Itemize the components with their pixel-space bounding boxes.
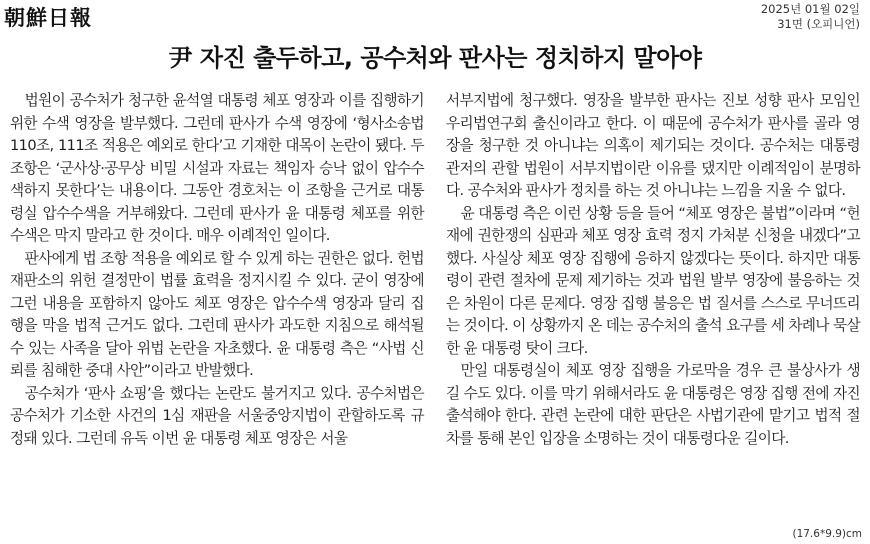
paragraph: 만일 대통령실이 체포 영장 집행을 가로막을 경우 큰 불상사가 생길 수도 있다. 이를 막기 위해서라도 윤 대통령은 영장 집행 전에 자진 출석해야 한다. 관련 논란에 대한 판단은 사법기관에 맡기고 법적 절차를 통해 본인 입장을 소명하는 것이 대통령다운 길이다. — [446, 362, 860, 447]
paragraph-continued: 서부지법에 청구했다. 영장을 발부한 판사는 진보 성향 판사 모임인 우리법연구회 출신이라고 한다. 이 때문에 공수처가 판사를 골라 영장을 청구한 것 아니냐는 의혹이 제기되는 것이다. 공수처는 대통령 관저의 관할 법원이 서부지법이란 이유를 댔지만 이례적임이 분명하다. 공수처와 판사가 정치를 하는 것 아니냐는 느낌을 지울 수 없다. — [446, 92, 860, 199]
publication-meta — [761, 2, 860, 32]
page-section: 31면 (오피니언) — [777, 17, 860, 31]
newspaper-masthead: 朝鮮日報 — [4, 5, 92, 30]
publication-date: 2025년 01월 02일 — [760, 2, 860, 16]
paragraph: 윤 대통령 측은 이런 상황 등을 들어 “체포 영장은 불법”이라며 “헌재에 권한쟁의 심판과 체포 영장 효력 정지 가처분 신청을 내겠다”고 했다. 사실상 체포 영장 집행에 응하지 않겠다는 뜻이다. 하지만 대통령이 관련 절차에 문제 제기하는 것과 법원 발부 영장에 불응하는 것은 차원이 다른 문제다. 영장 집행 불응은 법 질서를 스스로 무너뜨리는 것이다. 이 상황까지 온 데는 공수처의 출석 요구를 세 차례나 묵살한 윤 대통령 탓이 크다. — [446, 204, 860, 357]
article-column-right — [446, 90, 860, 450]
paragraph: 공수처가 ‘판사 쇼핑’을 했다는 논란도 불거지고 있다. 공수처법은 공수처가 기소한 사건의 1심 재판을 서울중앙지법이 관할하도록 규정돼 있다. 그런데 유독 이번 윤 대통령 체포 영장은 서울 — [10, 384, 424, 447]
article-column-left — [10, 90, 424, 450]
clipping-size-note: (17.6*9.9)cm — [792, 528, 862, 540]
paragraph: 법원이 공수처가 청구한 윤석열 대통령 체포 영장과 이를 집행하기 위한 수색 영장을 발부했다. 그런데 판사가 수색 영장에 ‘형사소송법 110조, 111조 적용은 예외로 한다’고 기재한 대목이 논란이 됐다. 두 조항은 ‘군사상·공무상 비밀 시설과 자료는 책임자 승낙 없이 압수수색하지 못한다’는 내용이다. 그동안 경호처는 이 조항을 근거로 대통령실 압수수색을 거부해왔다. 그런데 판사가 윤 대통령 체포를 위한 수색은 막지 말라고 한 것이다. 매우 이례적인 일이다. — [10, 92, 424, 244]
paragraph: 판사에게 법 조항 적용을 예외로 할 수 있게 하는 권한은 없다. 헌법재판소의 위헌 결정만이 법률 효력을 정지시킬 수 있다. 굳이 영장에 그런 내용을 포함하지 않아도 체포 영장은 압수수색 영장과 달리 집행을 막을 법적 근거도 없다. 그런데 판사가 과도한 지침으로 해석될 수 있는 사족을 달아 위법 논란을 자초했다. 윤 대통령 측은 “사법 신뢰를 침해한 중대 사안”이라고 반발했다. — [10, 249, 425, 379]
article-headline: 尹 자진 출두하고, 공수처와 판사는 정치하지 말아야 — [168, 44, 702, 72]
